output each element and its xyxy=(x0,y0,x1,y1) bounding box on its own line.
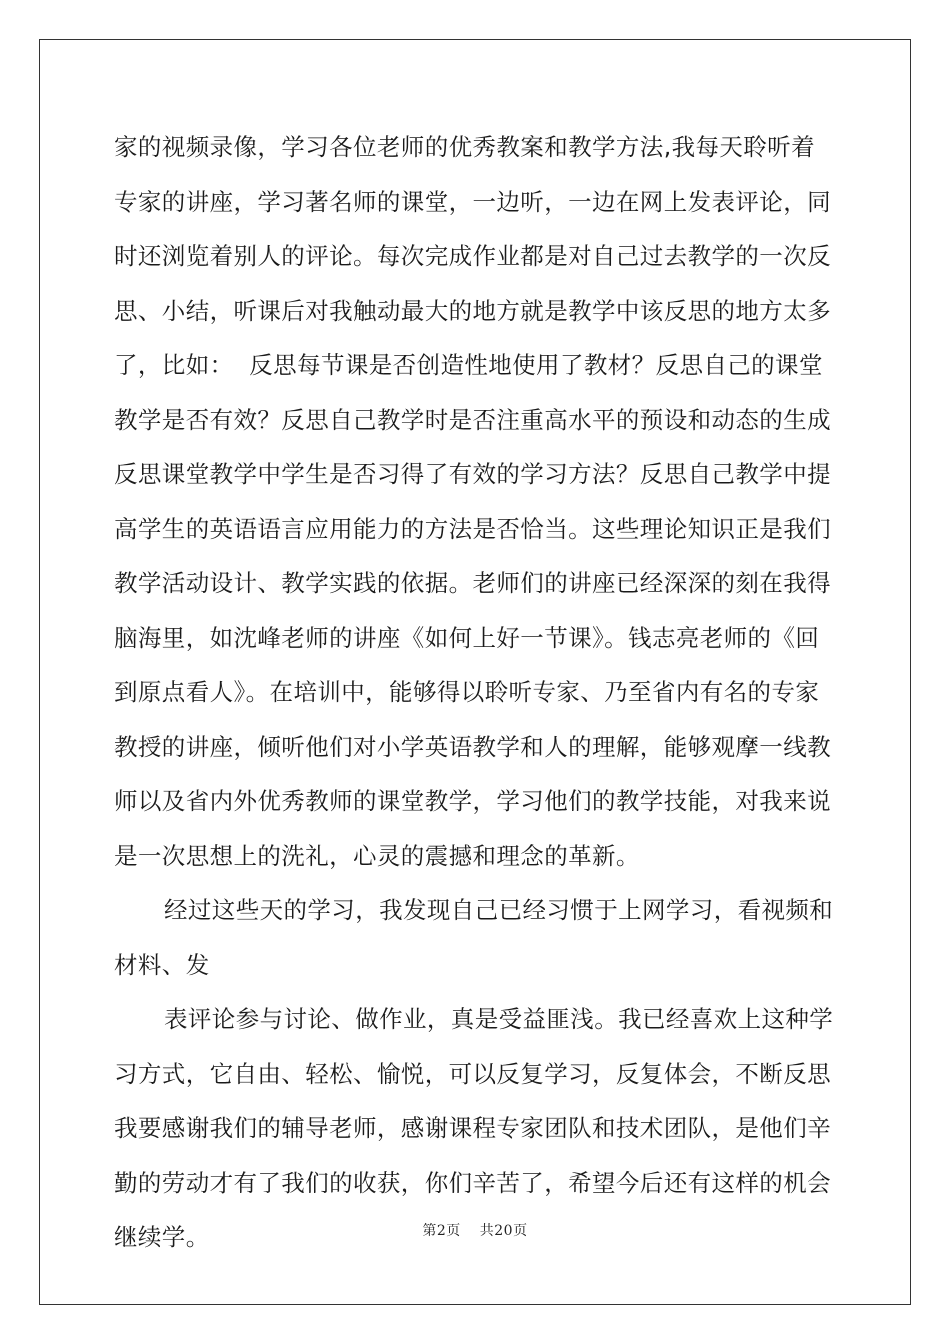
document-body xyxy=(114,120,836,1265)
paragraph-1 xyxy=(114,120,836,883)
text-line: 习方式，它自由、轻松、愉悦，可以反复学习，反复体会，不断反思 xyxy=(114,1059,831,1088)
text-line: 家的视频录像，学习各位老师的优秀教案和教学方法,我每天聆听着 xyxy=(114,133,815,161)
text-line: 我要感谢我们的辅导老师，感谢课程专家团队和技术团队，是他们辛 xyxy=(114,1114,831,1142)
page-footer xyxy=(0,1220,950,1240)
text-line: 教学是否有效？反思自己教学时是否注重高水平的预设和动态的生成 xyxy=(114,405,831,434)
text-line: 到原点看人》。在培训中，能够得以聆听专家、乃至省内有名的专家 xyxy=(114,678,820,706)
paragraph-2 xyxy=(114,883,836,992)
text-line: 专家的讲座，学习著名师的课堂，一边听，一边在网上发表评论，同 xyxy=(114,187,831,216)
text-line: 脑海里，如沈峰老师的讲座《如何上好一节课》。钱志亮老师的《回 xyxy=(114,623,820,652)
text-line: 高学生的英语语言应用能力的方法是否恰当。这些理论知识正是我们 xyxy=(114,514,831,543)
text-line: 教授的讲座，倾听他们对小学英语教学和人的理解，能够观摩一线教 xyxy=(114,732,831,761)
text-line: 了，比如： 反思每节课是否创造性地使用了教材？反思自己的课堂 xyxy=(114,351,823,379)
text-line: 是一次思想上的洗礼，心灵的震撼和理念的革新。 xyxy=(114,841,640,870)
page-total: 共20页 xyxy=(479,1223,528,1239)
text-line: 师以及省内外优秀教师的课堂教学，学习他们的教学技能，对我来说 xyxy=(114,787,831,815)
text-line: 经过这些天的学习，我发现自己已经习惯于上网学习，看视频和 xyxy=(164,896,834,924)
text-line: 继续学。 xyxy=(114,1223,210,1251)
text-line: 时还浏览着别人的评论。每次完成作业都是对自己过去教学的一次反 xyxy=(114,242,831,270)
text-line: 思、小结，听课后对我触动最大的地方就是教学中该反思的地方太多 xyxy=(114,296,831,325)
text-line: 表评论参与讨论、做作业，真是受益匪浅。我已经喜欢上这种学 xyxy=(164,1005,834,1033)
page-number: 第2页 xyxy=(422,1223,461,1239)
text-line: 材料、发 xyxy=(114,950,210,979)
text-line: 教学活动设计、教学实践的依据。老师们的讲座已经深深的刻在我得 xyxy=(114,569,831,597)
text-line: 勤的劳动才有了我们的收获，你们辛苦了，希望今后还有这样的机会 xyxy=(114,1168,831,1197)
text-line: 反思课堂教学中学生是否习得了有效的学习方法？反思自己教学中提 xyxy=(114,460,831,488)
